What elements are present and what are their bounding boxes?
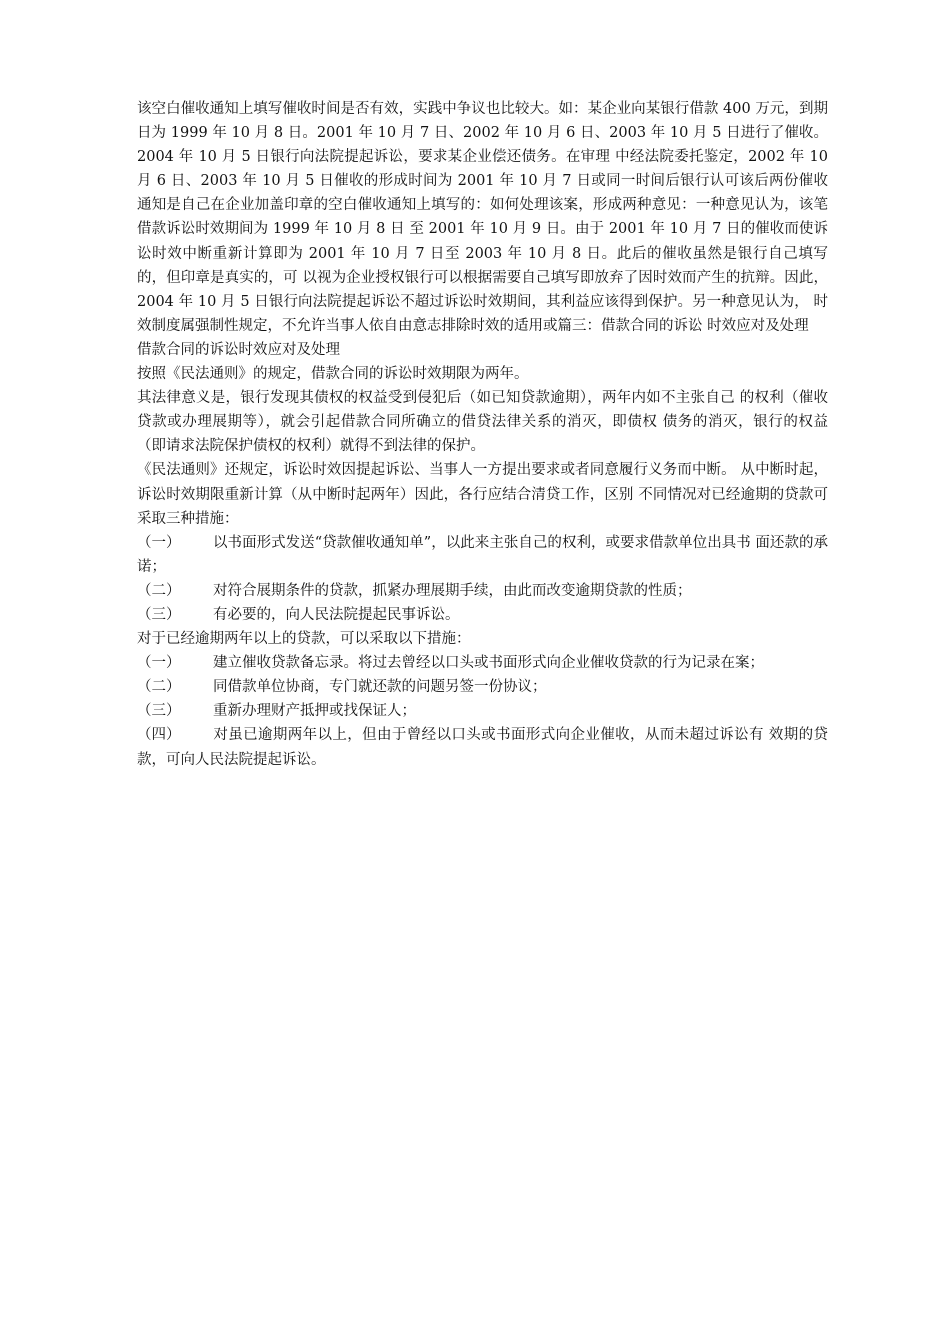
list-item-number: （一） xyxy=(137,534,181,551)
list-item xyxy=(137,675,828,699)
paragraph-legal-meaning: 其法律意义是，银行发现其债权的权益受到侵犯后（如已知贷款逾期），两年内如不主张自己 的权利（催收贷款或办理展期等），就会引起借款合同所确立的借贷法律关系的消灭，即债权 债务的消灭，银行的权益（即请求法院保护债权的权利）就得不到法律的保护。 xyxy=(137,390,828,455)
section-heading: 借款合同的诉讼时效应对及处理 xyxy=(137,341,340,358)
list-item xyxy=(137,699,828,723)
document-body xyxy=(137,97,828,772)
list-item-number: （三） xyxy=(137,703,181,720)
list-item-text: 以书面形式发送“贷款催收通知单”，以此来主张自己的权利，或要求借款单位出具书 面还款的承诺； xyxy=(137,534,828,575)
list-item-number: （四） xyxy=(137,727,181,744)
measures-list-overdue xyxy=(137,531,828,627)
list-item xyxy=(137,603,828,627)
list-item xyxy=(137,579,828,603)
paragraph-two-years-overdue: 对于已经逾期两年以上的贷款，可以采取以下措施： xyxy=(137,631,471,648)
list-item-number: （一） xyxy=(137,655,181,672)
paragraph-case-analysis: 该空白催收通知上填写催收时间是否有效，实践中争议也比较大。如：某企业向某银行借款 400 万元，到期日为 1999 年 10 月 8 日。2001 年 10 月 7 日、2002 年 10 月 6 日、2003 年 10 月 5 日进行了催收。2004 年 10 月 5 日银行向法院提起诉讼，要求某企业偿还债务。在审理 中经法院委托鉴定，2002 年 10 月 6 日、2003 年 10 月 5 日催收的形成时间为 2001 年 10 月 7 日或同一时间后银行认可该后两份催收通知是自己在企业加盖印章的空白催收通知上填写的：如何处理该案，形成两种意见：一种意见认为，该笔借款诉讼时效期间为 1999 年 10 月 8 日 至 2001 年 10 月 9 日。由于 2001 年 10 月 7 日的催收而使诉讼时效中断重新计算即为 2001 年 10 月 7 日至 2003 年 10 月 8 日。此后的催收虽然是银行自己填写的，但印章是真实的，可 以视为企业授权银行可以根据需要自己填写即放弃了因时效而产生的抗辩。因此，2004 年 10 月 5 日银行向法院提起诉讼不超过诉讼时效期间，其利益应该得到保护。另一种意见认为， 时效制度属强制性规定，不允许当事人依自由意志排除时效的适用或篇三：借款合同的诉讼 时效应对及处理 xyxy=(137,101,828,334)
list-item-text: 有必要的，向人民法院提起民事诉讼。 xyxy=(213,606,460,623)
measures-list-two-years xyxy=(137,651,828,771)
list-item xyxy=(137,723,828,771)
list-item xyxy=(137,531,828,579)
list-item-text: 对符合展期条件的贷款，抓紧办理展期手续，由此而改变逾期贷款的性质； xyxy=(213,582,692,599)
list-item-number: （二） xyxy=(137,582,181,599)
list-item xyxy=(137,651,828,675)
list-item-text: 同借款单位协商，专门就还款的问题另签一份协议； xyxy=(213,679,547,696)
list-item-text: 建立催收贷款备忘录。将过去曾经以口头或书面形式向企业催收贷款的行为记录在案； xyxy=(213,655,764,672)
paragraph-limitation-period: 按照《民法通则》的规定，借款合同的诉讼时效期限为两年。 xyxy=(137,366,529,383)
list-item-text: 对虽已逾期两年以上，但由于曾经以口头或书面形式向企业催收，从而未超过诉讼有 效期的贷款，可向人民法院提起诉讼。 xyxy=(137,727,828,768)
list-item-number: （三） xyxy=(137,606,181,623)
list-item-number: （二） xyxy=(137,679,181,696)
list-item-text: 重新办理财产抵押或找保证人； xyxy=(213,703,416,720)
paragraph-interruption: 《民法通则》还规定，诉讼时效因提起诉讼、当事人一方提出要求或者同意履行义务而中断。 从中断时起，诉讼时效期限重新计算（从中断时起两年）因此，各行应结合清贷工作，区别 不同情况对已经逾期的贷款可采取三种措施： xyxy=(137,462,828,527)
